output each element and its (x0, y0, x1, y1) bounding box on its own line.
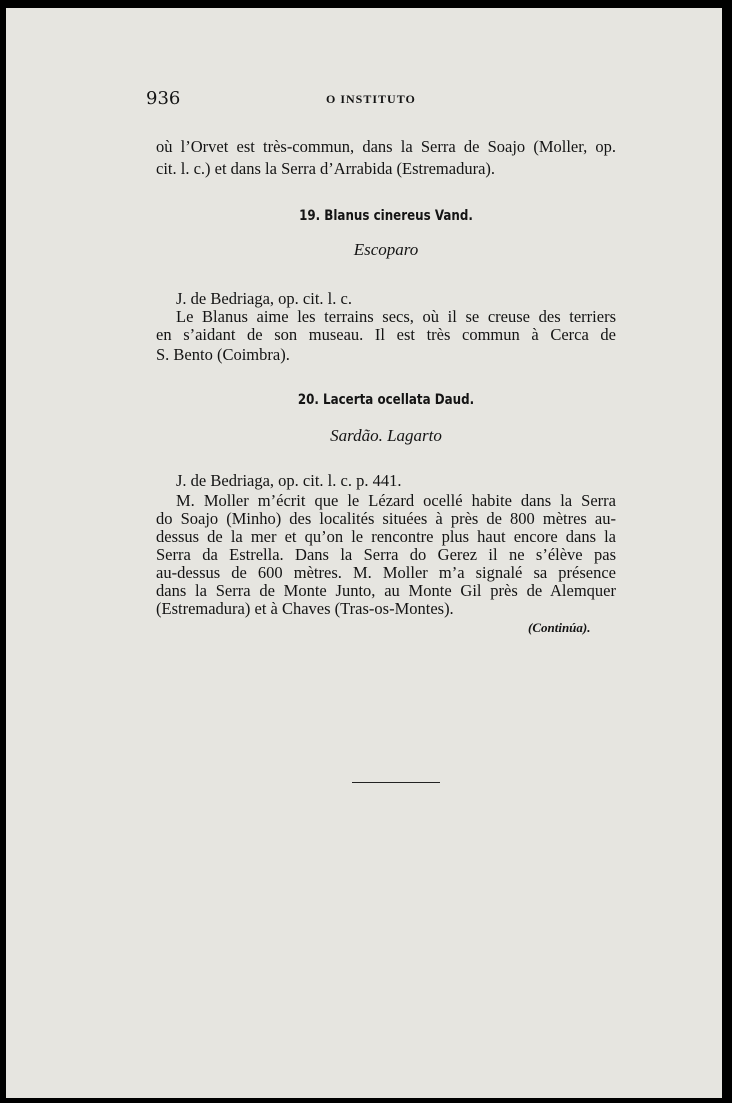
paragraph-line: dans la Serra de Monte Junto, au Monte Gil près de Alemquer (156, 581, 616, 600)
intro-line: où l’Orvet est très-commun, dans la Serra de Soajo (Moller, op. (156, 137, 616, 156)
paragraph-line: S. Bento (Coimbra). (156, 345, 290, 364)
paragraph-line: Le Blanus aime les terrains secs, où il se creuse des terriers (176, 307, 616, 326)
book-page (6, 8, 722, 1098)
running-title: O INSTITUTO (326, 92, 416, 106)
paragraph-line: J. de Bedriaga, op. cit. l. c. (176, 289, 352, 308)
intro-line: cit. l. c.) et dans la Serra d’Arrabida (Estremadura). (156, 159, 496, 178)
paragraph-line: M. Moller m’écrit que le Lézard ocellé habite dans la Serra (176, 491, 616, 510)
section-heading-19: 19. Blanus cinereus Vand. (299, 208, 473, 224)
paragraph-line: Serra da Estrella. Dans la Serra do Gerez il ne s’élève pas (156, 545, 616, 564)
paragraph-line: do Soajo (Minho) des localités situées à près de 800 mètres au- (156, 509, 616, 528)
common-name-20: Sardão. Lagarto (330, 426, 442, 445)
paragraph-line: J. de Bedriaga, op. cit. l. c. p. 441. (176, 471, 402, 490)
section-heading-20: 20. Lacerta ocellata Daud. (297, 392, 475, 408)
paragraph-line: (Estremadura) et à Chaves (Tras-os-Montes). (156, 599, 454, 618)
end-rule (352, 782, 440, 783)
paragraph-line: dessus de la mer et qu’on le rencontre plus haut encore dans la (156, 527, 616, 546)
page-number: 936 (146, 88, 181, 109)
continued-note: (Continúa). (528, 620, 591, 635)
paragraph-line: au-dessus de 600 mètres. M. Moller m’a signalé sa présence (156, 563, 616, 582)
common-name-19: Escoparo (353, 240, 419, 259)
paragraph-line: en s’aidant de son museau. Il est très commun à Cerca de (156, 325, 616, 344)
